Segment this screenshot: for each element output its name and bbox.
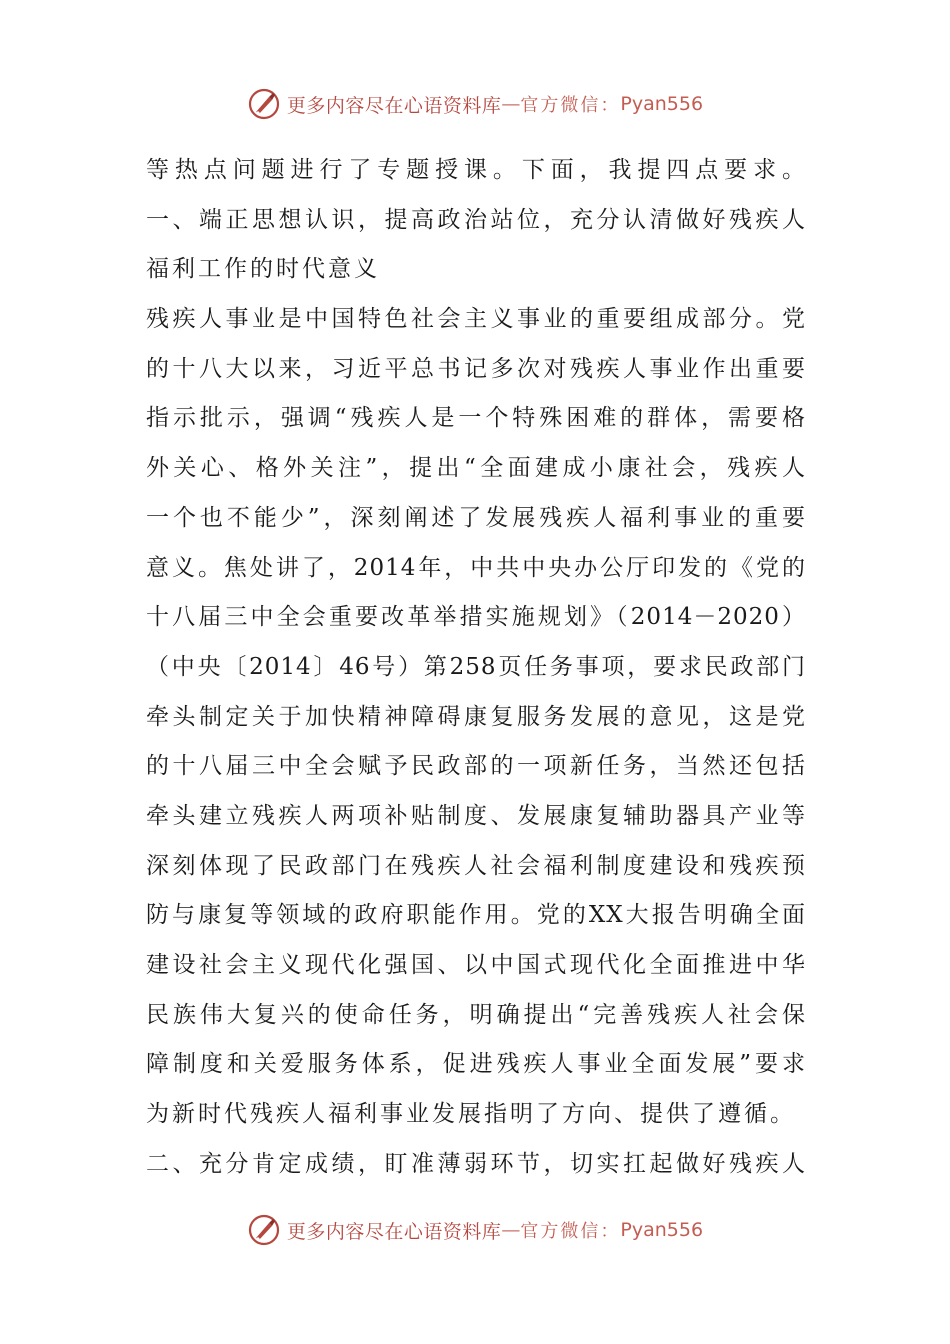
header-banner: [0, 84, 950, 124]
text-line: （中央〔2014〕46号）第258页任务事项，要求民政部门: [146, 653, 806, 680]
text-line: 民族伟大复兴的使命任务，明确提出“完善残疾人社会保: [146, 1001, 806, 1028]
footer-wechat-id: Pyan556: [620, 1219, 704, 1241]
text-line: 为新时代残疾人福利事业发展指明了方向、提供了遵循。: [146, 1101, 796, 1128]
section-heading-line: 一、端正思想认识，提高政治站位，充分认清做好残疾人: [146, 206, 806, 233]
text-line: 十八届三中全会重要改革举措实施规划》（2014－2020）: [146, 604, 806, 631]
header-brand-text: 更多内容尽在心语资料库: [286, 94, 502, 117]
text-line: 的十八大以来，习近平总书记多次对残疾人事业作出重要: [146, 355, 806, 382]
footer-wechat-label: 官方微信：: [520, 1221, 621, 1242]
footer-dash: —: [501, 1219, 521, 1241]
text-line: 指示批示，强调“残疾人是一个特殊困难的群体，需要格: [146, 405, 806, 432]
header-wechat-id: Pyan556: [620, 93, 704, 115]
text-line: 防与康复等领域的政府职能作用。党的XX大报告明确全面: [146, 902, 806, 929]
text-line: 牵头制定关于加快精神障碍康复服务发展的意见，这是党: [146, 703, 806, 730]
pen-logo-icon: [247, 1213, 281, 1247]
text-line: 等热点问题进行了专题授课。下面，我提四点要求。: [146, 157, 806, 183]
text-line: 建设社会主义现代化强国、以中国式现代化全面推进中华: [146, 952, 806, 978]
text-line: 的十八届三中全会赋予民政部的一项新任务，当然还包括: [146, 753, 806, 780]
footer-banner: [0, 1210, 950, 1250]
text-line: 残疾人事业是中国特色社会主义事业的重要组成部分。党: [146, 306, 806, 333]
text-line: 牵头建立残疾人两项补贴制度、发展康复辅助器具产业等: [146, 802, 806, 829]
text-line: 深刻体现了民政部门在残疾人社会福利制度建设和残疾预: [146, 852, 806, 879]
header-dash: —: [501, 93, 521, 115]
text-line: 一个也不能少”，深刻阐述了发展残疾人福利事业的重要: [146, 504, 806, 531]
footer-brand-text: 更多内容尽在心语资料库: [286, 1220, 502, 1243]
text-line: 外关心、格外关注”，提出“全面建成小康社会，残疾人: [146, 455, 806, 482]
header-wechat-label: 官方微信：: [520, 95, 621, 116]
text-line: 障制度和关爱服务体系，促进残疾人事业全面发展”要求: [146, 1051, 806, 1078]
pen-logo-icon: [247, 87, 281, 121]
section-heading-line: 福利工作的时代意义: [146, 256, 380, 283]
document-body: [146, 146, 806, 1189]
text-line: 意义。焦处讲了，2014年，中共中央办公厅印发的《党的: [146, 554, 806, 581]
section-heading-line: 二、充分肯定成绩，盯准薄弱环节，切实扛起做好残疾人: [146, 1150, 806, 1177]
